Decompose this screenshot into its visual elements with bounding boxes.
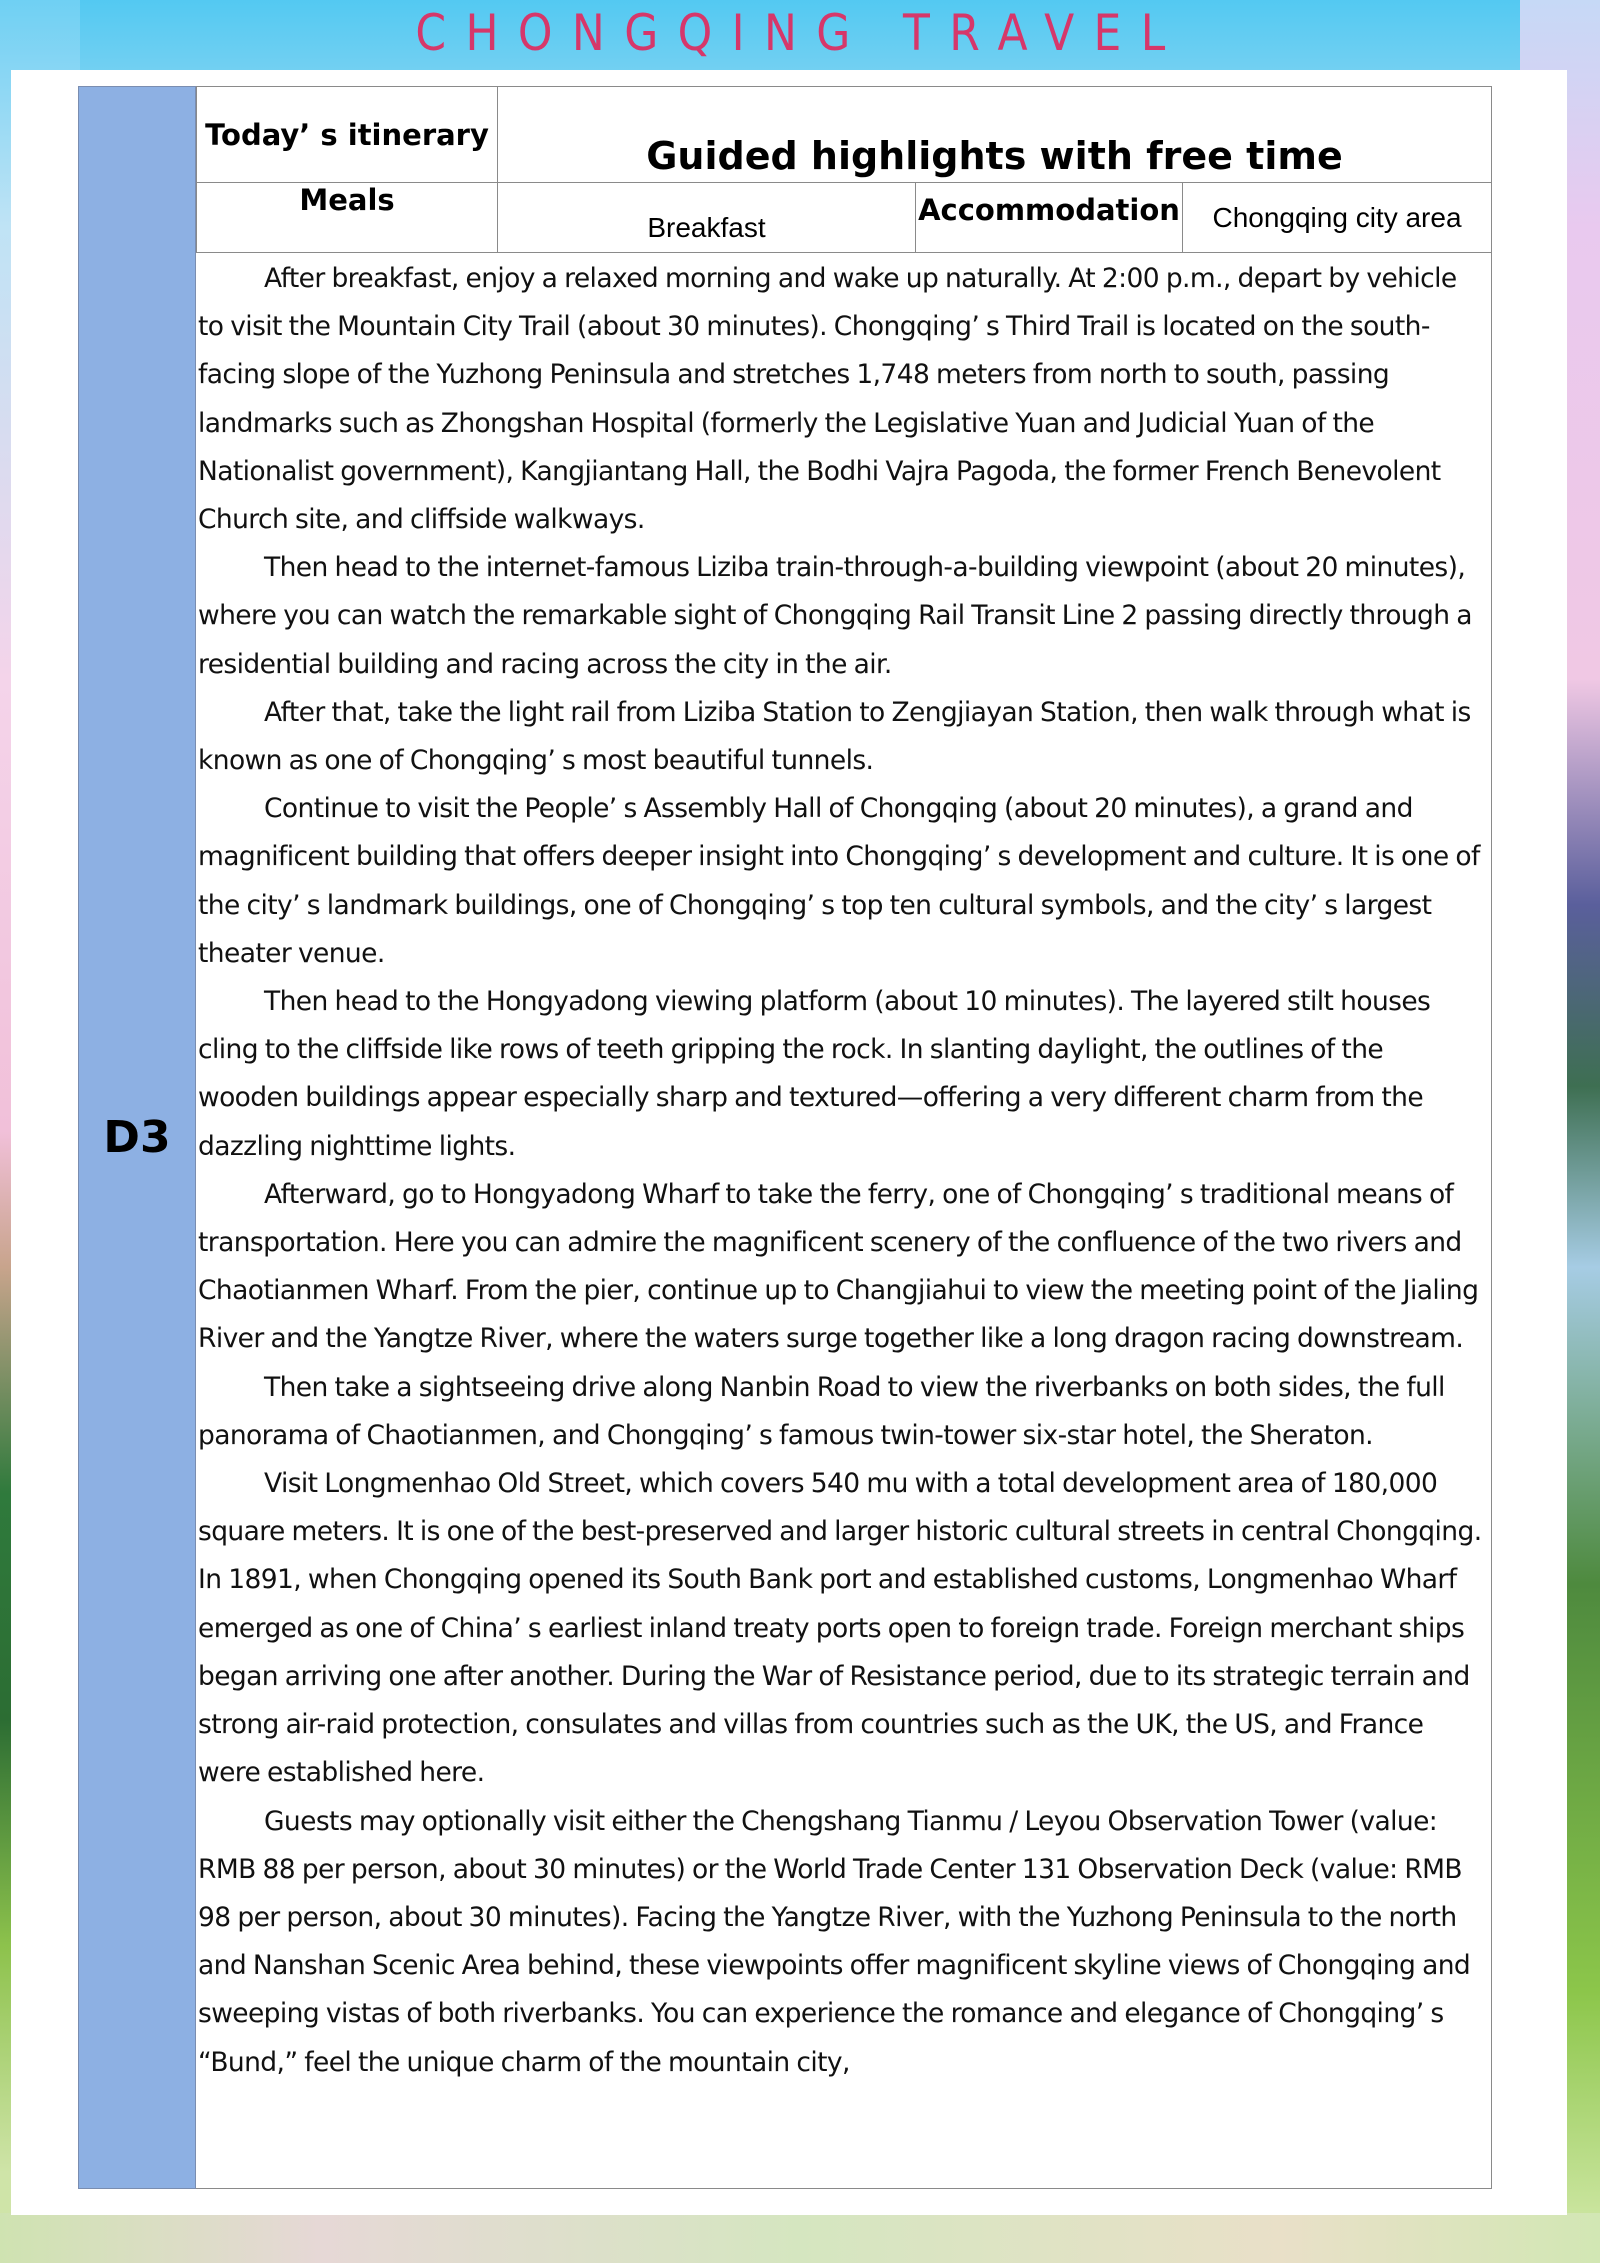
paragraph-hongyadong-platform: Then head to the Hongyadong viewing platform (about 10 minutes). The layered stilt houses cling to the cliffside like rows of teeth gripping the rock. In slanting daylight, the outlines of the wooden buildings appear especially sharp and textured—offering a very different charm from the dazzling nighttime lights. [198,986,1431,1162]
day-label: D3 [103,1112,171,1163]
accommodation-label-cell [915,182,1183,253]
paragraph-observation-deck: Guests may optionally visit either the Chengshang Tianmu / Leyou Observation Tower (value: RMB 88 per person, about 30 minutes) or the World Trade Center 131 Observation Deck (value: RMB 98 per person, about 30 minutes). Facing the Yangtze River, with the Yuzhong Peninsula to the north and Nanshan Scenic Area behind, these viewpoints offer magnificent skyline views of Chongqing and sweeping vistas of both riverbanks. You can experience the romance and elegance of Chongqing’ s “Bund,” feel the unique charm of the mountain city, [198,1805,1471,2078]
day-column [78,86,196,2189]
background-bottom-scenery [0,2213,1600,2263]
paragraph-longmenhao: Visit Longmenhao Old Street, which covers 540 mu with a total development area of 180,000 square meters. It is one of the best-preserved and larger historic cultural streets in central Chongqing. In 1891, when Chongqing opened its South Bank port and established customs, Longmenhao Wharf emerged as one of China’ s earliest inland treaty ports open to foreign trade. Foreign merchant ships began arriving one after another. During the War of Resistance period, due to its strategic terrain and strong air-raid protection, consulates and villas from countries such as the UK, the US, and France were established here. [198,1468,1482,1789]
paragraph-ferry: Afterward, go to Hongyadong Wharf to take the ferry, one of Chongqing’ s traditional means of transportation. Here you can admire the magnificent scenery of the confluence of the two rivers and Chaotianmen Wharf. From the pier, continue up to Changjiahui to view the meeting point of the Jialing River and the Yangtze River, where the waters surge together like a long dragon racing downstream. [198,1178,1479,1355]
paragraph-nanbin-road: Then take a sightseeing drive along Nanbin Road to view the riverbanks on both sides, the full panorama of Chaotianmen, and Chongqing’ s famous twin-tower six-star hotel, the Sheraton. [198,1371,1445,1451]
banner-title: CHONGQING TRAVEL [415,4,1185,62]
itinerary-label-cell [196,86,498,183]
itinerary-title: Guided highlights with free time [646,134,1343,178]
accommodation-label: Accommodation [918,193,1180,227]
paragraph-morning-trail: After breakfast, enjoy a relaxed morning and wake up naturally. At 2:00 p.m., depart by vehicle to visit the Mountain City Trail (about 30 minutes). Chongqing’ s Third Trail is located on the south-facing slope of the Yuzhong Peninsula and stretches 1,748 meters from north to south, passing landmarks such as Zhongshan Hospital (formerly the Legislative Yuan and Judicial Yuan of the Nationalist government), Kangjiantang Hall, the Bodhi Vajra Pagoda, the former French Benevolent Church site, and cliffside walkways. [198,263,1457,536]
meals-value: Breakfast [647,212,766,243]
accommodation-value: Chongqing city area [1212,201,1462,233]
itinerary-title-cell [497,86,1492,183]
meals-value-cell [497,182,916,253]
meals-label: Meals [299,183,395,217]
paragraph-assembly-hall: Continue to visit the People’ s Assembly Hall of Chongqing (about 20 minutes), a grand and magnificent building that offers deeper insight into Chongqing’ s development and culture. It is one of the city’ s landmark buildings, one of Chongqing’ s top ten cultural symbols, and the city’ s largest theater venue. [198,793,1480,969]
accommodation-value-cell [1182,182,1492,253]
itinerary-label: Today’ s itinerary [205,117,489,152]
paragraph-light-rail-tunnel: After that, take the light rail from Liziba Station to Zengjiayan Station, then walk through what is known as one of Chongqing’ s most beautiful tunnels. [198,696,1471,777]
paragraph-liziba: Then head to the internet-famous Liziba train-through-a-building viewpoint (about 20 minutes), where you can watch the remarkable sight of Chongqing Rail Transit Line 2 passing directly through a residential building and racing across the city in the air. [198,552,1472,680]
meals-label-cell [196,182,498,253]
itinerary-description [196,252,1492,2189]
